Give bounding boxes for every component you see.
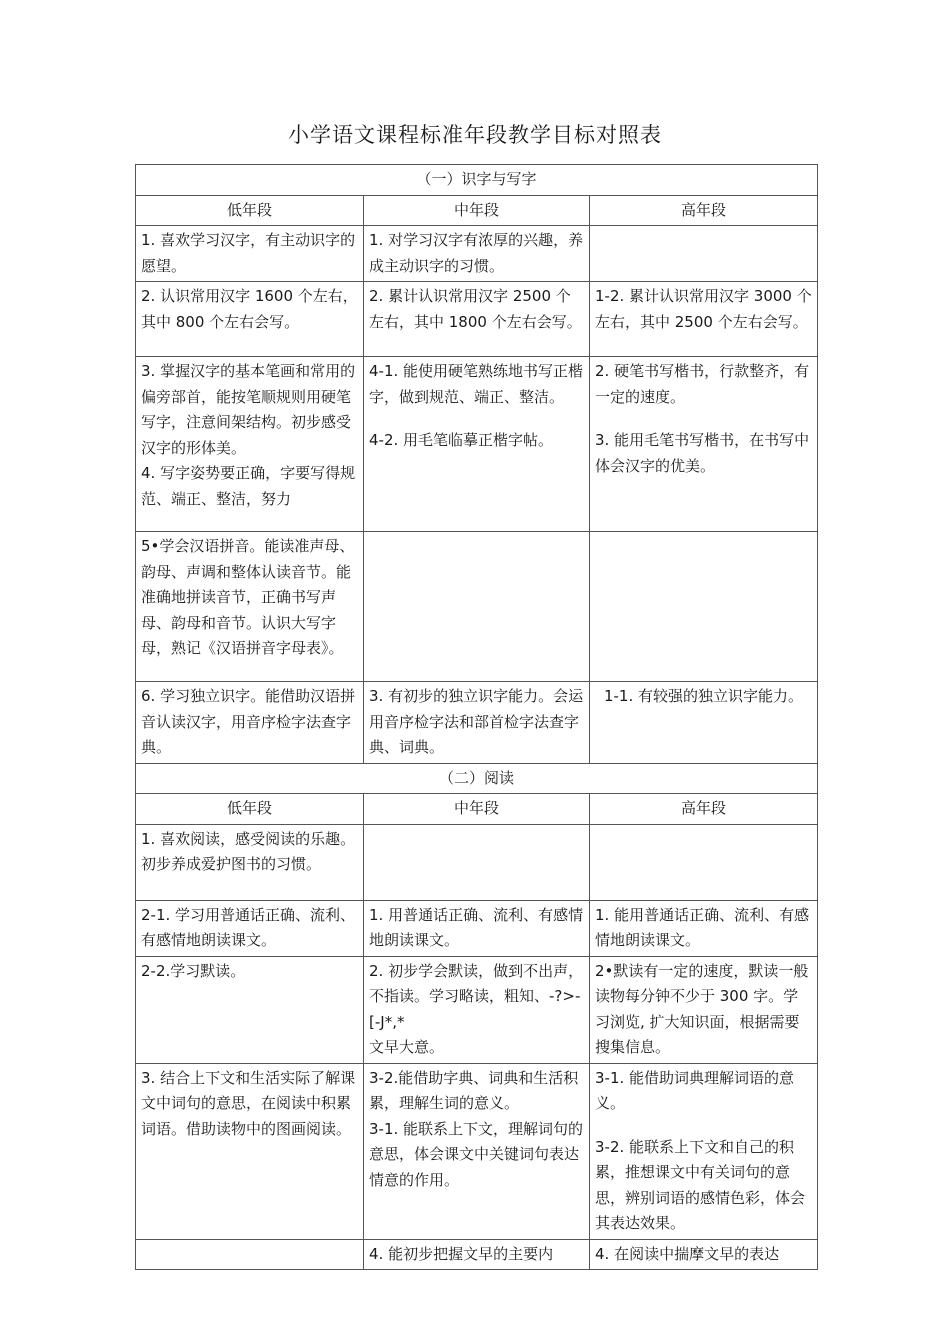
cell-mid: 1. 用普通话正确、流利、有感情地朗读课文。 [364, 900, 590, 956]
cell-low: 2. 认识常用汉字 1600 个左右，其中 800 个左右会写。 [136, 282, 364, 357]
cell-low: 1. 喜欢学习汉字，有主动识字的愿望。 [136, 226, 364, 282]
spacer [369, 410, 584, 428]
cell-text: 3-2. 能联系上下文和自己的积累，推想课文中有关词句的意思，辨别词语的感情色彩，体会其表达效果。 [595, 1137, 806, 1232]
table-row [136, 824, 818, 900]
cell-text: 4-2. 用毛笔临摹正楷字帖。 [369, 431, 554, 449]
col-mid: 中年段 [364, 794, 590, 825]
table-row [136, 357, 818, 532]
cell-mid [364, 956, 590, 1063]
cell-mid [364, 1063, 590, 1239]
cell-high [590, 1063, 818, 1239]
cell-low [136, 357, 364, 532]
col-low: 低年段 [136, 794, 364, 825]
cell-low: 1. 喜欢阅读，感受阅读的乐趣。初步养成爱护图书的习惯。 [136, 824, 364, 900]
cell-mid: 3. 有初步的独立识字能力。会运用音序检字法和部首检字法查字典、词典。 [364, 682, 590, 764]
section-header-row [136, 763, 818, 794]
cell-low [136, 1239, 364, 1270]
cell-high [590, 226, 818, 282]
cell-text: 4-1. 能使用硬笔熟练地书写正楷字，做到规范、端正、整洁。 [369, 362, 584, 406]
cell-text: 4. 写字姿势要正确，字要写得规范、端正、整洁，努力 [141, 464, 356, 508]
standards-table [135, 164, 818, 1270]
col-high: 高年段 [590, 195, 818, 226]
spacer [595, 410, 812, 428]
cell-mid: 4. 能初步把握文早的主要内 [364, 1239, 590, 1270]
cell-high [590, 824, 818, 900]
cell-text: 3. 能用毛笔书写楷书，在书写中体会汉字的优美。 [595, 431, 810, 475]
table-row [136, 1063, 818, 1239]
col-low: 低年段 [136, 195, 364, 226]
table-row [136, 282, 818, 357]
cell-high: 1-1. 有较强的独立识字能力。 [590, 682, 818, 764]
cell-high: 1. 能用普通话正确、流利、有感情地朗读课文。 [590, 900, 818, 956]
cell-low: 6. 学习独立识字。能借助汉语拼音认读汉字，用音序检字法查字典。 [136, 682, 364, 764]
cell-high [590, 357, 818, 532]
cell-high [590, 532, 818, 682]
cell-text: 3-1. 能联系上下文，理解词句的意思，体会课文中关键词句表达情意的作用。 [369, 1119, 584, 1189]
cell-low: 3. 结合上下文和生活实际了解课文中词句的意思，在阅读中积累词语。借助读物中的图画阅读。 [136, 1063, 364, 1239]
cell-low: 5•学会汉语拼音。能读准声母、韵母、声调和整体认读音节。能准确地拼读音节，正确书写声母、韵母和音节。认识大写字母，熟记《汉语拼音字母表》。 [136, 532, 364, 682]
cell-high: 1-2. 累计认识常用汉字 3000 个左右，其中 2500 个左右会写。 [590, 282, 818, 357]
cell-high: 2•默读有一定的速度，默读一般读物每分钟不少于 300 字。学习浏览, 扩大知识面，根据需要搜集信息。 [590, 956, 818, 1063]
table-row [136, 900, 818, 956]
col-mid: 中年段 [364, 195, 590, 226]
table-row [136, 956, 818, 1063]
spacer [595, 1117, 812, 1135]
cell-high: 4. 在阅读中揣摩文早的表达 [590, 1239, 818, 1270]
section-header-row [136, 165, 818, 196]
col-high: 高年段 [590, 794, 818, 825]
cell-mid: 2. 累计认识常用汉字 2500 个左右，其中 1800 个左右会写。 [364, 282, 590, 357]
cell-mid [364, 824, 590, 900]
cell-text: 2. 初步学会默读，做到不出声，不指读。学习略读，粗知、-?>-[-J*,* [369, 961, 584, 1031]
cell-text: 3. 掌握汉字的基本笔画和常用的偏旁部首，能按笔顺规则用硬笔写字，注意间架结构。初步感受汉字的形体美。 [141, 362, 356, 457]
section-heading-reading: （二）阅读 [136, 763, 818, 794]
cell-low: 2-1. 学习用普通话正确、流利、有感情地朗读课文。 [136, 900, 364, 956]
cell-text: 3-2.能借助字典、词典和生活积累，理解生词的意义。 [369, 1068, 579, 1112]
column-header-row [136, 794, 818, 825]
section-heading-literacy: （一）识字与写字 [136, 165, 818, 196]
table-row [136, 532, 818, 682]
cell-text: 文早大意。 [369, 1038, 445, 1056]
cell-text: 2. 硬笔书写楷书，行款整齐，有一定的速度。 [595, 362, 810, 406]
page-title: 小学语文课程标准年段教学目标对照表 [288, 123, 662, 147]
table-row [136, 682, 818, 764]
column-header-row [136, 195, 818, 226]
cell-low: 2-2.学习默读。 [136, 956, 364, 1063]
cell-mid: 1. 对学习汉字有浓厚的兴趣，养成主动识字的习惯。 [364, 226, 590, 282]
table-row [136, 1239, 818, 1270]
cell-mid [364, 532, 590, 682]
cell-mid [364, 357, 590, 532]
table-row [136, 226, 818, 282]
cell-text: 3-1. 能借助词典理解词语的意义。 [595, 1068, 795, 1112]
